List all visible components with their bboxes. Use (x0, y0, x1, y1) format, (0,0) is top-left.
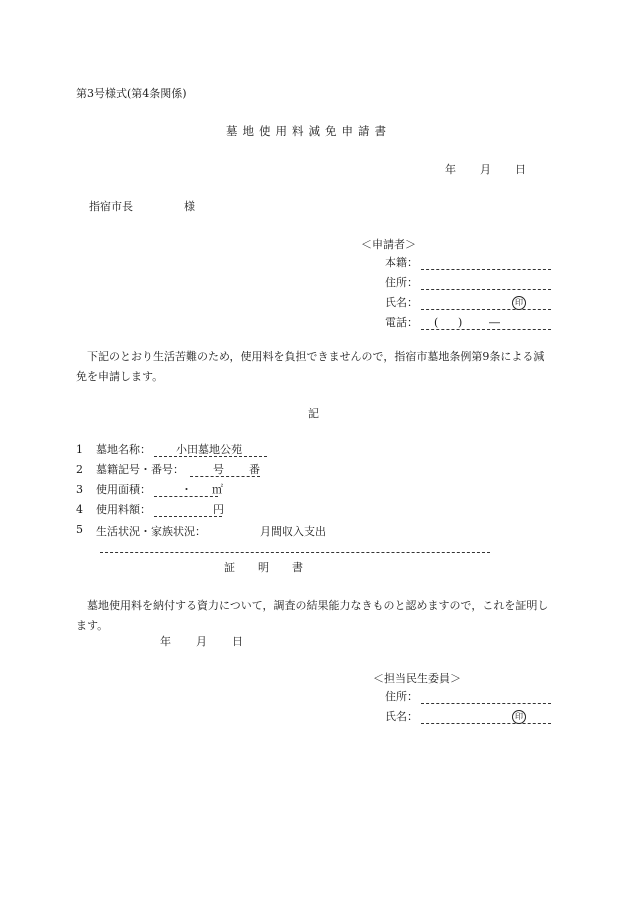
applicant-seal-icon: 印 (512, 296, 526, 310)
commissioner-name-field (385, 710, 555, 724)
commissioner-address-blank[interactable] (421, 690, 551, 704)
applicant-name-field (385, 296, 555, 310)
applicant-name-label: 氏名： (385, 296, 418, 309)
commissioner-address-label: 住所： (385, 690, 418, 703)
item-1-no: 1 (76, 443, 83, 456)
item-4-no: 4 (76, 503, 83, 516)
form-number: 第3号様式(第4条関係) (76, 87, 187, 100)
honseki-label: 本籍： (385, 256, 418, 269)
applicant-phone-field (385, 316, 555, 330)
cert-date-month: 月 (196, 635, 207, 648)
commissioner-address-field (385, 690, 555, 704)
phone-open-paren: ( (434, 316, 439, 329)
item-3-field (96, 483, 296, 497)
commissioner-name-blank[interactable] (421, 710, 551, 724)
item-5-value: 月間収入支出 (260, 525, 326, 538)
item-4-field (96, 503, 296, 517)
item-4-unit: 円 (213, 503, 224, 516)
honseki-field (385, 256, 555, 270)
item-5-label: 生活状況・家族状況： (96, 525, 206, 538)
item-2-ban: 番 (249, 463, 260, 476)
item-4-label: 使用料額： (96, 503, 151, 516)
item-2-no: 2 (76, 463, 83, 476)
application-text: 下記のとおり生活苦難のため，使用料を負担できませんので，指宿市墓地条例第9条による減免を申請します。 (76, 350, 545, 383)
addressee-name: 指宿市長 (89, 200, 133, 213)
applicant-address-field (385, 276, 555, 290)
item-4-blank[interactable] (154, 503, 222, 517)
applicant-phone-label: 電話： (385, 316, 418, 329)
document-title: 墓地使用料減免申請書 (226, 124, 391, 138)
certificate-title: 証 明 書 (224, 561, 309, 574)
addressee-honorific: 様 (184, 200, 195, 213)
applicant-phone-blank[interactable] (421, 316, 551, 330)
item-5-no: 5 (76, 523, 83, 536)
item-3-label: 使用面積： (96, 483, 151, 496)
item-1-field (96, 443, 296, 457)
ki-mark: 記 (308, 407, 319, 420)
item-2-go: 号 (213, 463, 224, 476)
cert-date-year: 年 (160, 635, 171, 648)
date-day: 日 (515, 163, 526, 176)
item-1-value: 小田墓地公苑 (176, 443, 242, 456)
commissioner-name-label: 氏名： (385, 710, 418, 723)
item-3-dot: ・ (181, 483, 192, 496)
certificate-text: 墓地使用料を納付する資力について，調査の結果能力なきものと認めますので，これを証明します。 (76, 599, 549, 632)
applicant-heading: ＜申請者＞ (361, 238, 416, 251)
item-2-field (96, 463, 296, 477)
applicant-address-blank[interactable] (421, 276, 551, 290)
item-2-label: 墓籍記号・番号： (96, 463, 184, 476)
commissioner-seal-icon: 印 (512, 710, 526, 724)
item-1-label: 墓地名称： (96, 443, 151, 456)
applicant-address-label: 住所： (385, 276, 418, 289)
writing-line[interactable] (100, 552, 490, 553)
cert-date-day: 日 (232, 635, 243, 648)
item-3-unit: ㎡ (212, 483, 223, 496)
applicant-name-blank[interactable] (421, 296, 551, 310)
honseki-blank[interactable] (421, 256, 551, 270)
phone-dash: ― (489, 316, 500, 329)
commissioner-heading: ＜担当民生委員＞ (373, 672, 461, 685)
date-month: 月 (480, 163, 491, 176)
phone-close-paren: ) (458, 316, 463, 329)
date-year: 年 (445, 163, 456, 176)
item-3-no: 3 (76, 483, 83, 496)
